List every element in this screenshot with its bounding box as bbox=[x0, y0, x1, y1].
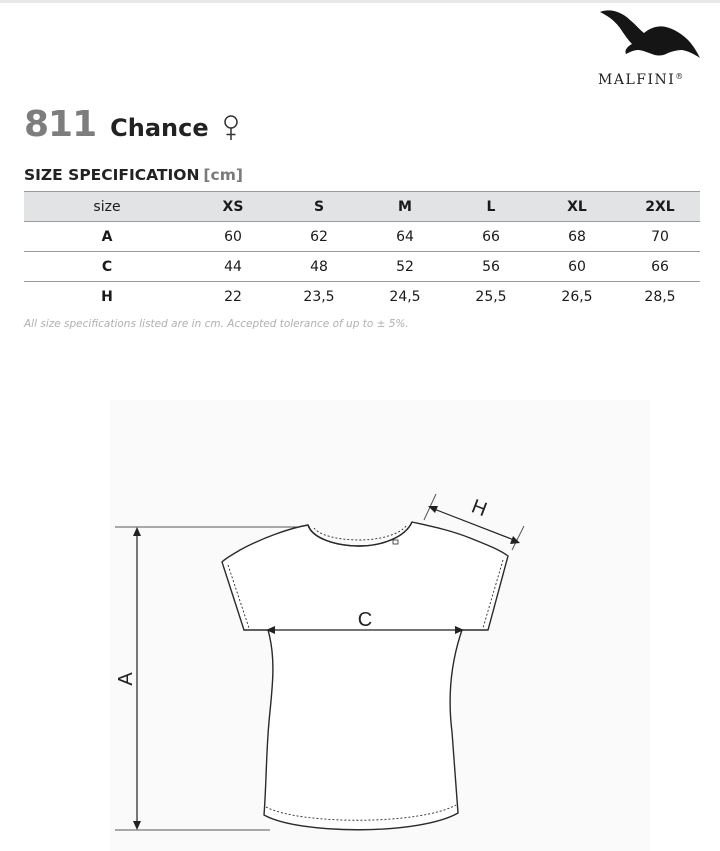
table-cell: 60 bbox=[534, 252, 620, 282]
table-cell: 70 bbox=[620, 222, 700, 252]
brand-logo bbox=[590, 6, 710, 92]
table-cell: 56 bbox=[448, 252, 534, 282]
row-label: A bbox=[24, 222, 190, 252]
table-cell: 64 bbox=[362, 222, 448, 252]
table-cell: 66 bbox=[448, 222, 534, 252]
a-arrow-bottom bbox=[133, 821, 141, 830]
female-icon bbox=[223, 114, 239, 142]
table-header-row bbox=[24, 192, 700, 222]
model-number: 811 bbox=[24, 104, 97, 145]
table-cell: 22 bbox=[224, 288, 242, 305]
header-xs: XS bbox=[190, 192, 276, 222]
tshirt-measurement-diagram bbox=[0, 480, 720, 851]
label-c: C bbox=[357, 609, 373, 631]
label-a: A bbox=[115, 672, 137, 686]
size-spec-title: SIZE SPECIFICATION bbox=[24, 166, 200, 184]
h-arrow-left bbox=[428, 506, 438, 513]
table-cell: 62 bbox=[276, 222, 362, 252]
header-l: L bbox=[448, 192, 534, 222]
row-label: H bbox=[101, 288, 113, 305]
table-cell: 44 bbox=[190, 252, 276, 282]
tshirt-outline bbox=[222, 522, 508, 830]
table-cell: 28,5 bbox=[644, 288, 676, 305]
eagle-icon bbox=[598, 6, 702, 64]
table-cell: 26,5 bbox=[561, 288, 593, 305]
table-cell: 60 bbox=[190, 222, 276, 252]
size-spec-unit: [cm] bbox=[203, 166, 243, 184]
table-cell: 52 bbox=[362, 252, 448, 282]
table-cell: 48 bbox=[276, 252, 362, 282]
collar-stitch bbox=[314, 526, 406, 540]
size-table bbox=[24, 191, 700, 311]
label-h: H bbox=[468, 495, 490, 522]
tolerance-footnote: All size specifications listed are in cm. Accepted tolerance of up to ± 5%. bbox=[24, 318, 409, 330]
table-row bbox=[24, 282, 700, 312]
table-row bbox=[24, 252, 700, 282]
table-cell: 68 bbox=[534, 222, 620, 252]
brand-name: MALFINI bbox=[598, 72, 676, 88]
header-m: M bbox=[362, 192, 448, 222]
top-divider bbox=[0, 0, 720, 3]
table-cell: 66 bbox=[620, 252, 700, 282]
row-label: C bbox=[24, 252, 190, 282]
table-cell: 25,5 bbox=[475, 288, 507, 305]
a-arrow-top bbox=[133, 527, 141, 536]
table-cell: 23,5 bbox=[303, 288, 335, 305]
table-row bbox=[24, 222, 700, 252]
header-size: size bbox=[24, 192, 190, 222]
header-s: S bbox=[276, 192, 362, 222]
model-name: Chance bbox=[110, 114, 209, 142]
trademark-mark: ® bbox=[675, 72, 685, 81]
product-title bbox=[24, 104, 239, 148]
size-spec-heading bbox=[24, 166, 243, 184]
header-2xl: 2XL bbox=[620, 192, 700, 222]
table-cell: 24,5 bbox=[389, 288, 421, 305]
header-xl: XL bbox=[534, 192, 620, 222]
